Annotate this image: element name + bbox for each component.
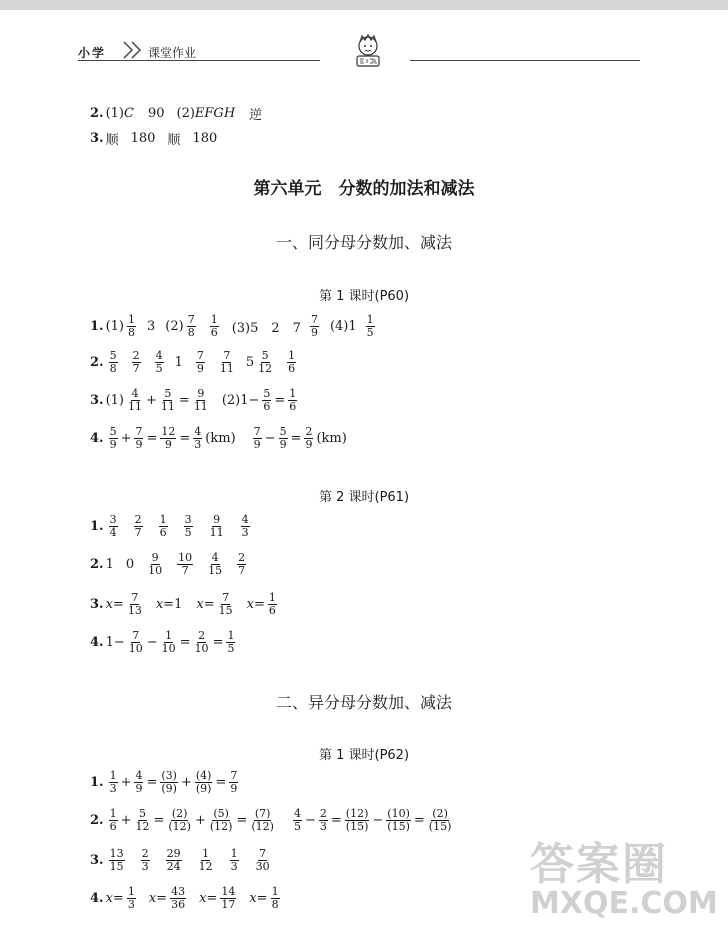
fraction: $\frac{7}{15}$	[218, 591, 233, 617]
fraction: 1 6	[210, 313, 218, 339]
fraction: 7 9	[253, 425, 261, 451]
fraction: $\frac{1}{5}$	[227, 629, 235, 655]
fraction: 7 9	[310, 313, 318, 339]
fraction: 4 5	[155, 349, 163, 375]
fraction: $\frac{5}{6}$	[263, 387, 271, 413]
fraction: $\frac{1}{6}$	[289, 387, 297, 413]
fraction: 2 7	[132, 349, 140, 375]
fraction: 5 9	[109, 425, 117, 451]
answer-line: 2. 1 6 + $\frac{5}{12}$ = $\frac{(2)}{(12)}$ + $\frac{(5)}{(12)}$ = $\frac{(7)}{(12)}$ 4 5 − $\frac{2}{3}$ = $\frac{(12)}{(15)}$ − $\frac{(10)}{(15)}$ = $\frac{(2)}{(15)}$	[90, 807, 452, 833]
fraction: 2 3	[141, 847, 149, 873]
answer-line: 4. x = $\frac{1}{3}$ x = $\frac{43}{36}$ x = $\frac{14}{17}$ x = $\frac{1}{8}$	[90, 885, 279, 911]
fraction: $\frac{7}{9}$	[135, 425, 143, 451]
fraction: $\frac{(2)}{(15)}$	[428, 807, 452, 833]
header-title: 课堂作业	[148, 46, 197, 60]
fraction: 2 7	[238, 551, 246, 577]
cartoon-student-icon	[348, 32, 388, 72]
fraction: 4 15	[208, 551, 223, 577]
fraction: 9 11	[209, 513, 224, 539]
page-header	[78, 40, 640, 70]
fraction: $\frac{(7)}{(12)}$	[251, 807, 274, 833]
fraction: 1 12	[198, 847, 213, 873]
fraction: $\frac{43}{36}$	[171, 885, 186, 911]
fraction: 1 6	[109, 807, 117, 833]
fraction: $\frac{7}{9}$	[230, 769, 238, 795]
answer-line: 4. 5 9 + $\frac{7}{9}$ = $\frac{12}{9}$ = $\frac{4}{3}$ (km) 7 9 − $\frac{5}{9}$ = $\frac{2}{9}$ (km)	[90, 425, 347, 451]
header-label: 小学	[78, 46, 107, 60]
fraction: $\frac{(10)}{(15)}$	[387, 807, 410, 833]
fraction: $\frac{4}{3}$	[194, 425, 202, 451]
fraction: $\frac{2}{3}$	[319, 807, 327, 833]
fraction: 13 15	[109, 847, 124, 873]
answer-line: 1. 1 3 + $\frac{4}{9}$ = $\frac{(3)}{(9)}$ + $\frac{(4)}{(9)}$ = $\frac{7}{9}$	[90, 769, 238, 795]
fraction: 4 11	[128, 387, 142, 413]
fraction: $\frac{1}{6}$	[268, 591, 276, 617]
fraction: $\frac{7}{13}$	[127, 591, 142, 617]
fraction: $\frac{(12)}{(15)}$	[345, 807, 369, 833]
fraction: $\frac{2}{10}$	[194, 629, 209, 655]
fraction: $\frac{1}{8}$	[271, 885, 279, 911]
answer-line: 4. 1− $\frac{7}{10}$ − $\frac{1}{10}$ = $\frac{2}{10}$ = $\frac{1}{5}$	[90, 629, 235, 655]
unit-title: 第六单元 分数的加法和减法	[253, 179, 475, 199]
fraction: 1 6	[288, 349, 296, 375]
answer-line: 3. 13 15 2 3 29 24 1 12 1 3 7 30	[90, 847, 270, 873]
fraction: $\frac{12}{9}$	[161, 425, 176, 451]
lesson-title: 第 1 课时(P60)	[318, 289, 410, 304]
fraction: 7 8	[187, 313, 195, 339]
fraction: $\frac{5}{11}$	[160, 387, 175, 413]
fraction: $\frac{(4)}{(9)}$	[195, 769, 212, 795]
lesson-title: 第 1 课时(P62)	[318, 748, 410, 763]
fraction: 5 12	[258, 349, 273, 375]
fraction: $\frac{7}{10}$	[128, 629, 143, 655]
fraction: 1 8	[128, 313, 135, 339]
watermark: 答案圈 MXQE.COM	[530, 839, 718, 921]
answer-line: 3. (1) 4 11 + $\frac{5}{11}$ = $\frac{9}{11}$ (2)1− $\frac{5}{6}$ = $\frac{1}{6}$	[90, 387, 297, 413]
fraction: $\frac{(2)}{(12)}$	[168, 807, 191, 833]
fraction: 4 5	[293, 807, 301, 833]
fraction: 10 7	[178, 551, 193, 577]
fraction: $\frac{(3)}{(9)}$	[161, 769, 177, 795]
section-2-title: 二、异分母分数加、减法	[275, 693, 452, 712]
fraction: 2 7	[134, 513, 142, 539]
section-1-title: 一、同分母分数加、减法	[275, 233, 452, 252]
prev-answer-3: 3. 顺 180 顺 180	[90, 131, 218, 148]
fraction: 4 3	[241, 513, 249, 539]
answer-line: 1. (1) 1 8 3 (2) 7 8 1 6 (3)5 2 7 7 9 (4)1 1 5	[90, 313, 374, 339]
answer-line: 2. 5 8 2 7 4 5 1 7 9 7 11 5 5 12 1 6	[90, 349, 296, 375]
fraction: $\frac{1}{10}$	[161, 629, 176, 655]
top-border	[0, 0, 728, 10]
fraction: $\frac{1}{3}$	[127, 885, 135, 911]
fraction: 7 11	[219, 349, 234, 375]
fraction: $\frac{(5)}{(12)}$	[209, 807, 233, 833]
answer-line: 1. 3 4 2 7 1 6 3 5 9 11 4 3	[90, 513, 249, 539]
fraction: 3 5	[184, 513, 192, 539]
fraction: 5 8	[109, 349, 117, 375]
fraction: 1 6	[159, 513, 167, 539]
prev-answer-2: 2. (1) C 90 (2) EFGH 逆	[90, 106, 263, 123]
header-rule-left	[78, 60, 320, 61]
header-rule-right	[410, 60, 640, 61]
fraction: $\frac{5}{12}$	[135, 807, 150, 833]
fraction: 1 5	[366, 313, 374, 339]
fraction: 1 3	[230, 847, 238, 873]
fraction: 3 4	[109, 513, 117, 539]
fraction: $\frac{9}{11}$	[193, 387, 208, 413]
fraction: 9 10	[148, 551, 163, 577]
fraction: 7 30	[255, 847, 270, 873]
fraction: $\frac{2}{9}$	[305, 425, 313, 451]
answer-line: 2. 1 0 9 10 10 7 4 15 2 7	[90, 551, 246, 577]
fraction: $\frac{4}{9}$	[135, 769, 143, 795]
fraction: 7 9	[196, 349, 204, 375]
answer-line: 3. x = $\frac{7}{13}$ x =1 x = $\frac{7}{15}$ x = $\frac{1}{6}$	[90, 591, 276, 617]
fraction: $\frac{5}{9}$	[279, 425, 287, 451]
chevron-icon	[122, 40, 146, 60]
fraction: 1 3	[109, 769, 117, 795]
lesson-title: 第 2 课时(P61)	[318, 490, 410, 505]
fraction: 29 24	[166, 847, 181, 873]
fraction: $\frac{14}{17}$	[221, 885, 236, 911]
